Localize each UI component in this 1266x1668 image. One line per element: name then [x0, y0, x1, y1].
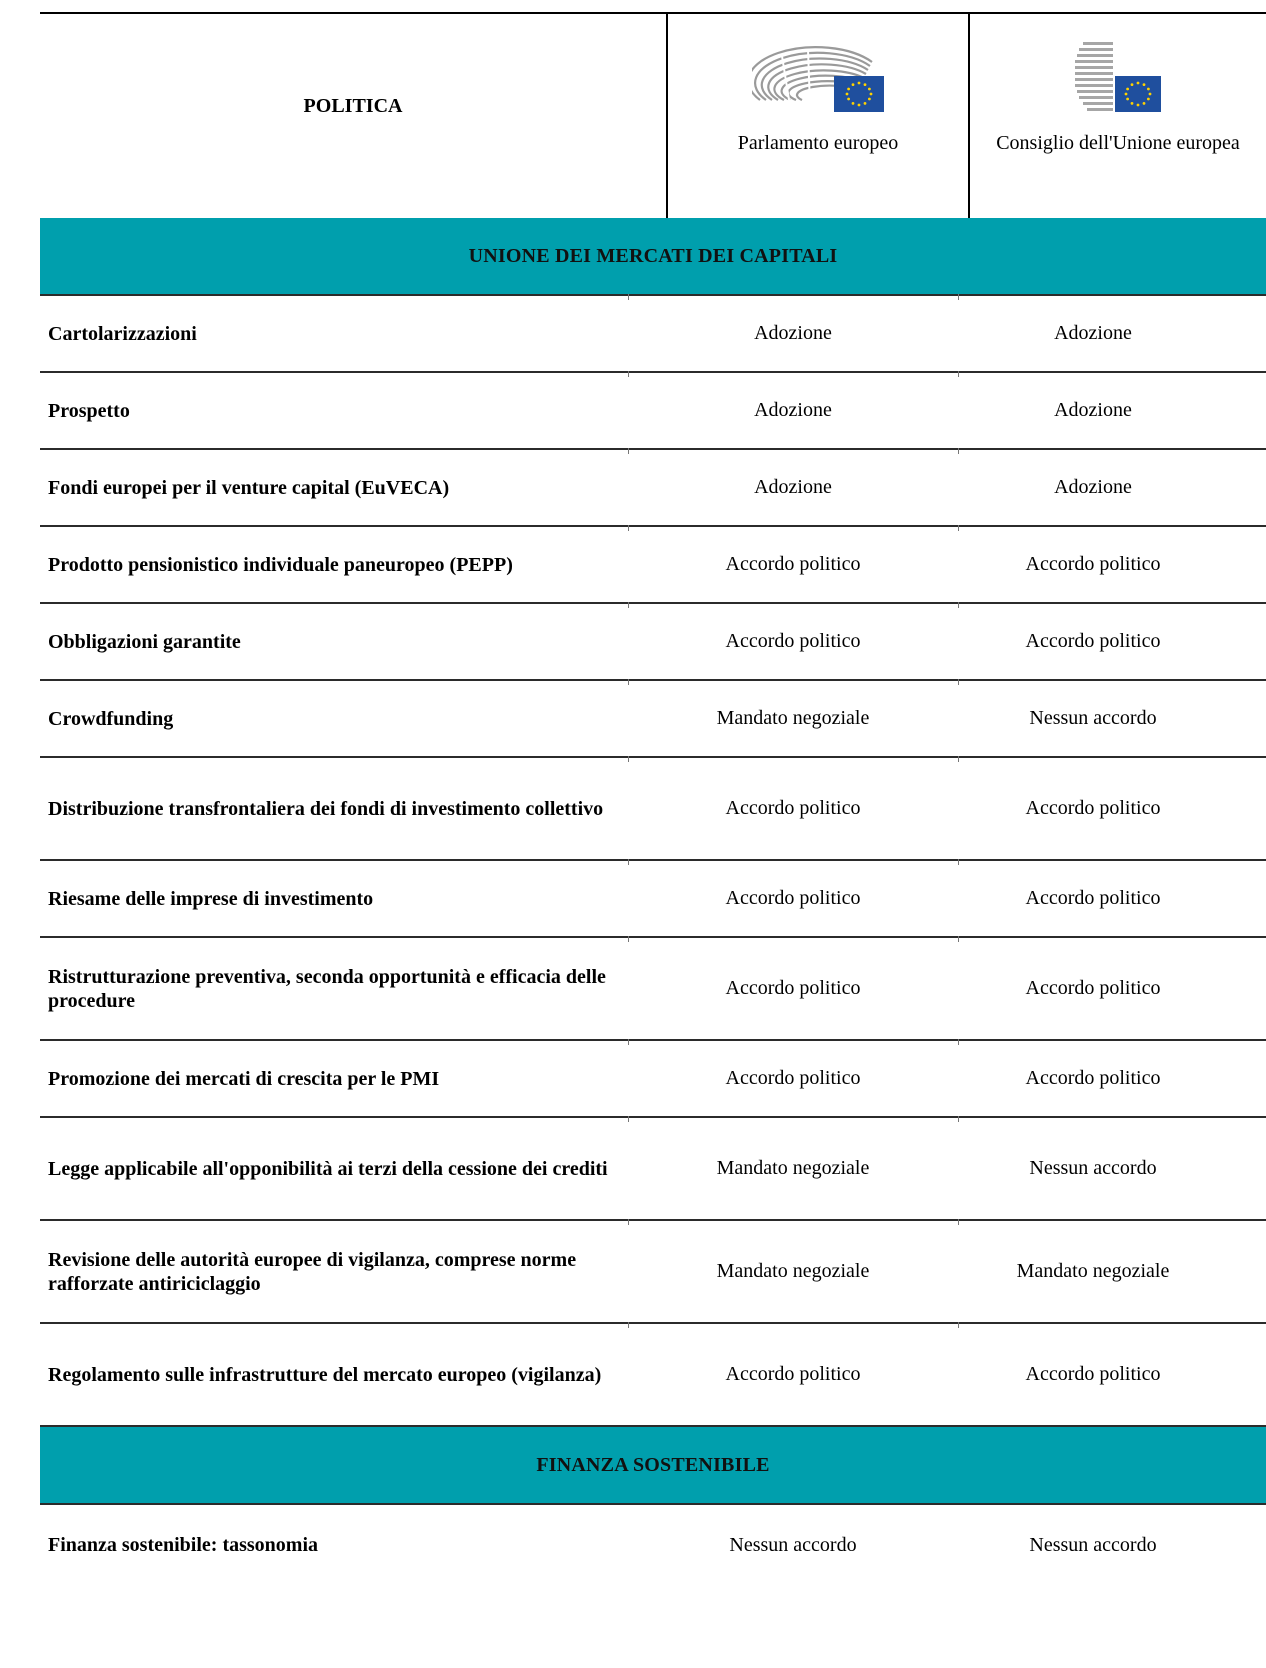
council-status-cell: Nessun accordo — [1029, 1157, 1157, 1179]
council-status-cell: Mandato negoziale — [1016, 1260, 1170, 1282]
parliament-status-cell: Mandato negoziale — [716, 1260, 870, 1282]
policy-header-label: POLITICA — [303, 94, 403, 117]
policy-cell: Ristrutturazione preventiva, seconda opportunità e efficacia delle procedure — [48, 965, 606, 1012]
table-row — [40, 681, 1266, 758]
parliament-label: Parlamento europeo — [737, 132, 899, 154]
council-status-cell: Adozione — [1054, 476, 1132, 498]
table-row — [40, 1118, 1266, 1221]
parliament-status-cell: Adozione — [754, 322, 832, 344]
council-status-cell: Accordo politico — [1025, 1067, 1161, 1089]
parliament-status-cell: Mandato negoziale — [716, 1157, 870, 1179]
council-status-cell: Accordo politico — [1025, 1363, 1161, 1385]
table-row — [40, 758, 1266, 861]
parliament-status-cell: Accordo politico — [725, 1363, 861, 1385]
table-row — [40, 938, 1266, 1041]
parliament-status-cell: Accordo politico — [725, 553, 861, 575]
table-row — [40, 1505, 1266, 1585]
table-row — [40, 1221, 1266, 1324]
table-header — [40, 12, 1266, 218]
parliament-status-cell: Nessun accordo — [729, 1533, 857, 1556]
council-status-cell: Adozione — [1054, 399, 1132, 421]
policy-cell: Promozione dei mercati di crescita per le PMI — [48, 1067, 440, 1090]
parliament-status-cell: Adozione — [754, 399, 832, 421]
council-status-cell: Nessun accordo — [1029, 707, 1157, 729]
council-of-eu-logo-icon — [1073, 40, 1163, 116]
council-status-cell: Accordo politico — [1025, 887, 1161, 909]
council-status-cell: Accordo politico — [1025, 553, 1161, 575]
parliament-status-cell: Accordo politico — [725, 630, 861, 652]
parliament-status-cell: Accordo politico — [725, 887, 861, 909]
policy-cell: Riesame delle imprese di investimento — [48, 887, 374, 910]
policy-cell: Prospetto — [48, 399, 130, 422]
table-row — [40, 604, 1266, 681]
table-row — [40, 861, 1266, 938]
council-status-cell: Accordo politico — [1025, 797, 1161, 819]
section-banner — [40, 218, 1266, 296]
council-status-cell: Accordo politico — [1025, 977, 1161, 999]
european-parliament-logo-icon — [752, 42, 884, 114]
section-title: FINANZA SOSTENIBILE — [536, 1453, 770, 1476]
parliament-status-cell: Adozione — [754, 476, 832, 498]
policy-cell: Prodotto pensionistico individuale paneuropeo (PEPP) — [48, 553, 513, 576]
policy-cell: Fondi europei per il venture capital (EuVECA) — [48, 476, 450, 499]
council-column-header — [970, 14, 1266, 218]
policy-cell: Regolamento sulle infrastrutture del mercato europeo (vigilanza) — [48, 1363, 602, 1386]
parliament-status-cell: Accordo politico — [725, 977, 861, 999]
parliament-status-cell: Accordo politico — [725, 1067, 861, 1089]
policy-cell: Crowdfunding — [48, 707, 174, 730]
policy-cell: Cartolarizzazioni — [48, 322, 197, 345]
policy-table — [40, 12, 1266, 1585]
policy-column-header — [40, 14, 666, 218]
table-row — [40, 373, 1266, 450]
policy-cell: Revisione delle autorità europee di vigilanza, comprese norme rafforzate antiriciclaggio — [48, 1248, 577, 1295]
council-status-cell: Nessun accordo — [1029, 1533, 1157, 1556]
parliament-column-header — [668, 14, 968, 218]
parliament-status-cell: Accordo politico — [725, 797, 861, 819]
section-banner — [40, 1427, 1266, 1505]
table-row — [40, 527, 1266, 604]
policy-cell: Distribuzione transfrontaliera dei fondi di investimento collettivo — [48, 797, 604, 820]
parliament-status-cell: Mandato negoziale — [716, 707, 870, 729]
table-row — [40, 296, 1266, 373]
council-status-cell: Accordo politico — [1025, 630, 1161, 652]
table-row — [40, 450, 1266, 527]
section-title: UNIONE DEI MERCATI DEI CAPITALI — [468, 244, 838, 267]
policy-cell: Finanza sostenibile: tassonomia — [48, 1534, 319, 1556]
council-label: Consiglio dell'Unione europea — [996, 132, 1240, 154]
policy-cell: Legge applicabile all'opponibilità ai terzi della cessione dei crediti — [48, 1157, 608, 1180]
policy-cell: Obbligazioni garantite — [48, 630, 241, 653]
table-row — [40, 1041, 1266, 1118]
table-row — [40, 1324, 1266, 1427]
council-status-cell: Adozione — [1054, 322, 1132, 344]
